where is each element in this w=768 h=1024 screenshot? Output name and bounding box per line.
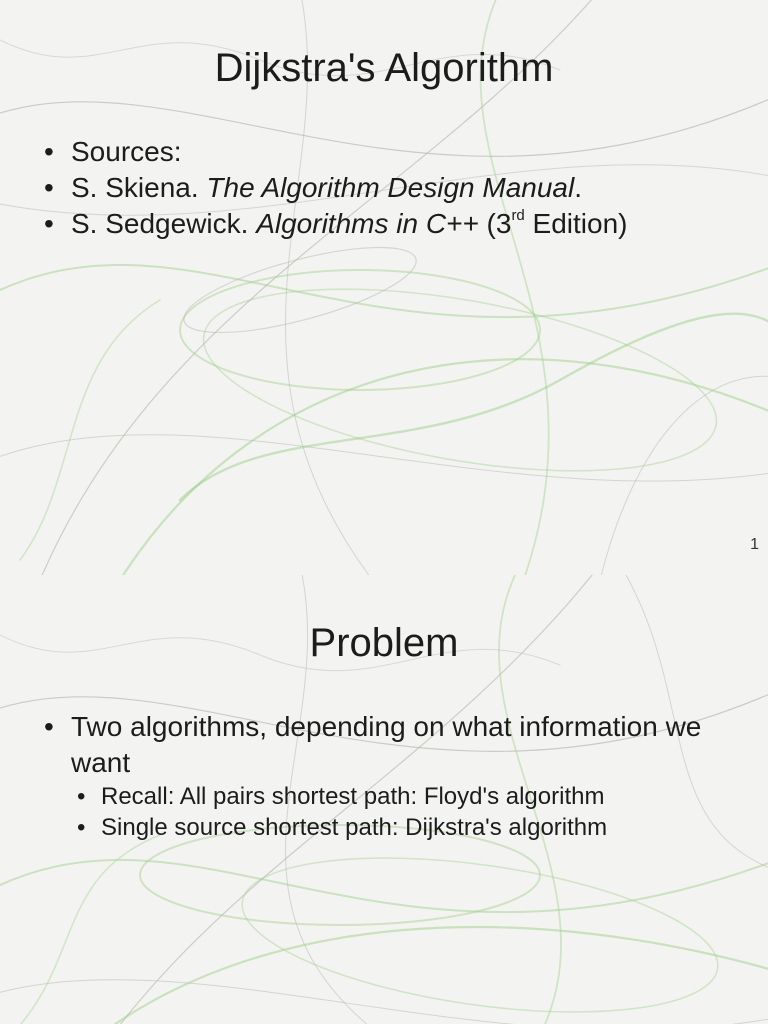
bullet-item xyxy=(44,170,628,206)
reference-author: S. Skiena. xyxy=(71,172,207,203)
slide-2 xyxy=(0,575,768,1024)
reference-title: Algorithms in C++ xyxy=(256,208,479,239)
reference-author: S. Sedgewick. xyxy=(71,208,257,239)
page-number: 1 xyxy=(750,536,759,553)
bullet-item xyxy=(44,709,744,843)
sub-bullet-item: • Single source shortest path: Dijkstra's algorithm xyxy=(77,812,744,843)
sub-bullet-list xyxy=(77,781,744,843)
slide-title: Dijkstra's Algorithm xyxy=(214,46,554,90)
sub-bullet-item: • Recall: All pairs shortest path: Floyd's algorithm xyxy=(77,781,744,812)
reference-edition-close: Edition) xyxy=(524,208,628,239)
bullet-item xyxy=(44,206,628,242)
bullet-text: Two algorithms, depending on what information we want xyxy=(71,711,702,778)
edition-superscript: rd xyxy=(511,207,525,224)
bullet-list xyxy=(44,134,628,242)
slide-title: Problem xyxy=(309,621,459,665)
bullet-list xyxy=(44,709,744,843)
reference-punctuation: . xyxy=(574,172,582,203)
reference-title: The Algorithm Design Manual xyxy=(206,172,575,203)
reference-edition-open: (3 xyxy=(478,208,512,239)
bullet-text: Sources: xyxy=(71,136,182,167)
bullet-item xyxy=(44,134,628,170)
